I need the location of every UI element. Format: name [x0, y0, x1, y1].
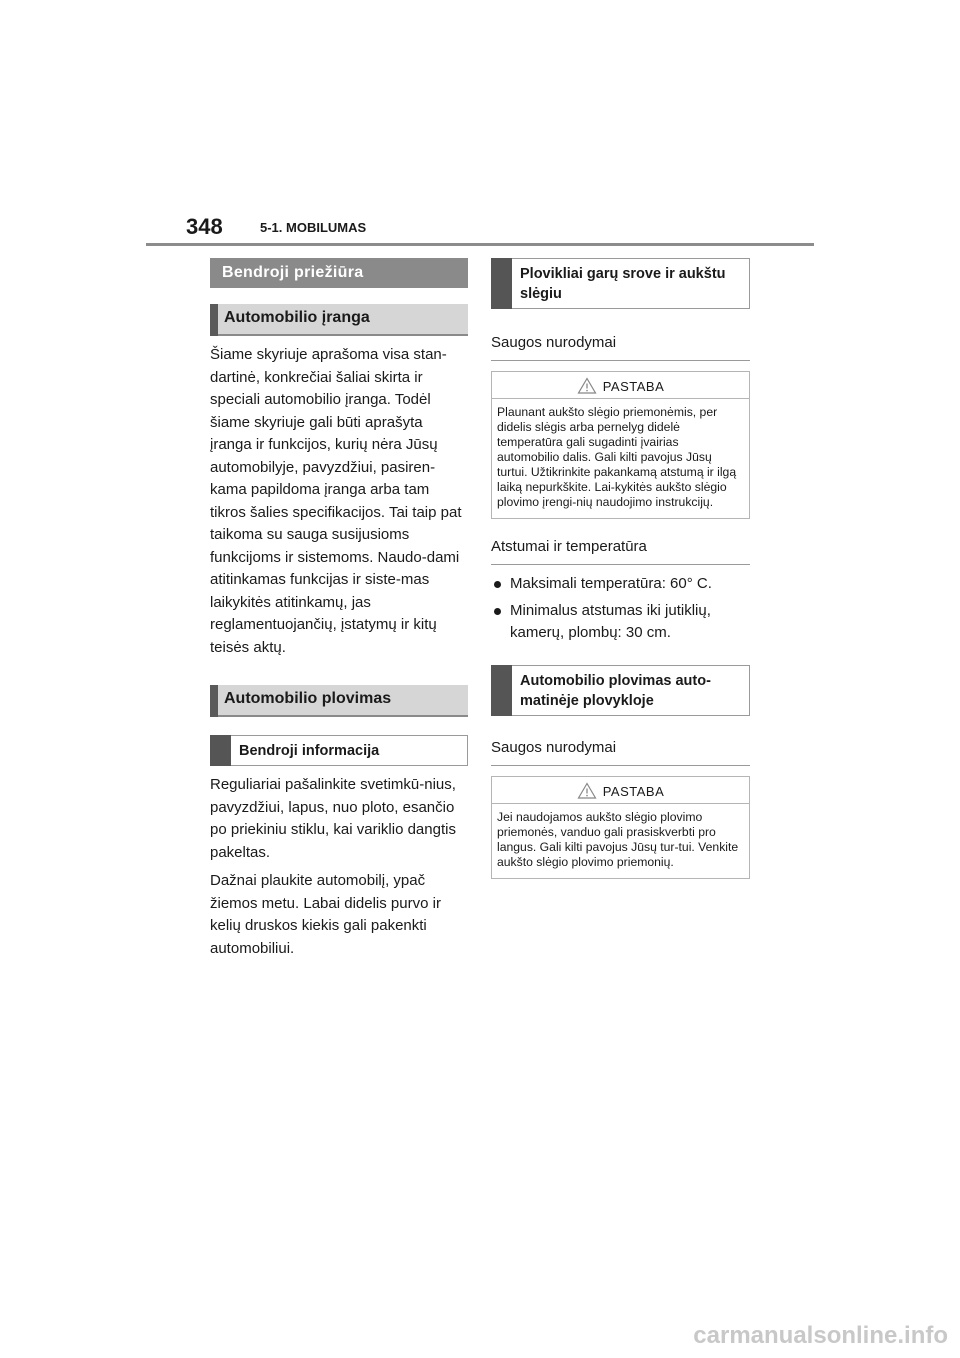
bullet-min-distance: [491, 600, 750, 645]
page-number: 348: [186, 214, 223, 239]
safety-instructions-heading-2: Saugos nurodymai: [491, 738, 750, 766]
heading-general-information: Bendroji informacija: [210, 735, 468, 766]
bullet-dot: [494, 608, 501, 615]
notice-1-title: PASTABA: [602, 379, 665, 394]
header-rule: [146, 243, 814, 246]
notice-1-header: [492, 372, 749, 399]
notice-2-text: Jei naudojamos aukšto slėgio plovimo priemonės, vanduo gali prasiskverbti pro langus. Gali kilti pavojus Jūsų tur-tui. Venkite aukšto slėgio plovimo priemonių.: [497, 809, 739, 869]
safety-instructions-heading-1: Saugos nurodymai: [491, 333, 750, 361]
left-column: [210, 258, 468, 960]
notice-1-text: Plaunant aukšto slėgio priemonėmis, per didelis slėgis arba pernelyg didelė temperatūra gali sugadinti įvairias automobilio dalis. Gali kilti pavojus Jūsų turtui. Užtikrinkite pakankamą atstumą ir ilgą laiką nepurkškite. Lai-kykitės aukšto slėgio plovimo įrengi-nių naudojimo instrukcijų.: [497, 405, 737, 509]
bullet-text: Maksimali temperatūra: 60° C.: [510, 575, 712, 592]
watermark: carmanualsonline.info: [693, 1322, 948, 1349]
general-paragraph-1: Reguliariai pašalinkite svetimkū-nius, pavyzdžiui, lapus, nuo ploto, esančio po priekiniu stiklu, kai variklio dangtis pakeltas.: [210, 776, 456, 861]
heading-general-care: Bendroji priežiūra: [210, 258, 468, 288]
general-paragraph-2: Dažnai plaukite automobilį, ypač žiemos metu. Labai didelis purvo ir kelių druskos kiekis gali pakenkti automobiliui.: [210, 872, 441, 957]
notice-2-title: PASTABA: [602, 783, 665, 799]
bullet-max-temperature: [491, 573, 750, 596]
notice-box-1: [491, 371, 750, 519]
bullet-text: Minimalus atstumas iki jutiklių, kamerų, plombų: 30 cm.: [510, 601, 711, 641]
heading-vehicle-equipment: Automobilio įranga: [210, 304, 468, 336]
equipment-paragraph: Šiame skyriuje aprašoma visa stan-dartinė, konkrečiai šaliai skirta ir speciali automobilio įranga. Todėl šiame skyriuje gali būti aprašyta įranga ir funkcijos, kurių nėra Jūsų automobilyje, pavyzdžiui, pasiren-kama papildoma įranga arba tam tikros šalies specifikacijos. Tai taip pat taikoma su sauga susijusioms funkcijoms ir sistemoms. Naudo-dami atitinkamas funkcijas ir siste-mas laikykitės atitinkamų, jas reglamentuojančių, įstatymų ir kitų teisės aktų.: [210, 346, 462, 656]
notice-2-header: [492, 777, 749, 804]
right-column: [491, 258, 750, 879]
heading-automatic-car-wash: Automobilio plovimas auto-matinėje plovykloje: [491, 665, 750, 716]
heading-steam-pressure-washers: Plovikliai garų srove ir aukštu slėgiu: [491, 258, 750, 309]
bullet-dot: [494, 581, 501, 588]
warning-triangle-icon: [577, 377, 597, 394]
section-label: 5-1. MOBILUMAS: [260, 220, 367, 235]
warning-triangle-icon: [577, 782, 597, 799]
heading-vehicle-washing: Automobilio plovimas: [210, 685, 468, 717]
distances-temperature-heading: Atstumai ir temperatūra: [491, 537, 750, 565]
notice-box-2: [491, 776, 750, 879]
